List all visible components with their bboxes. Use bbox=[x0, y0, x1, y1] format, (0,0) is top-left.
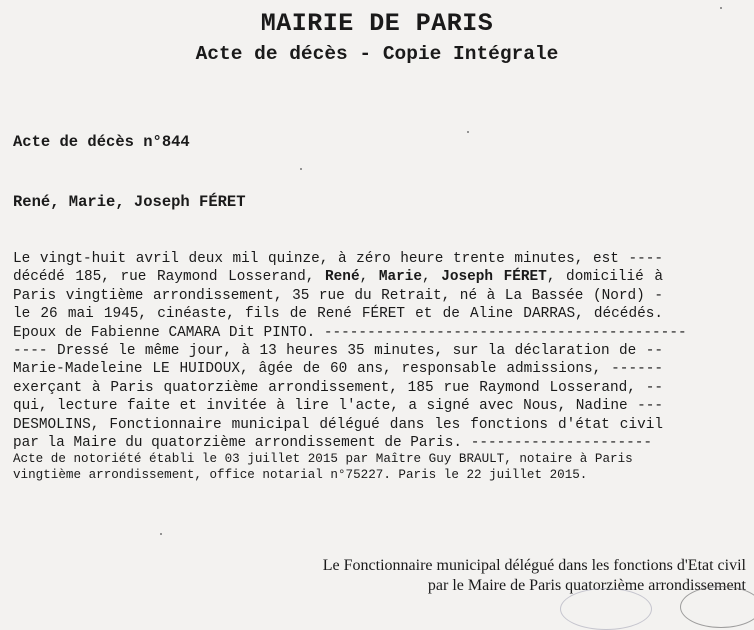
body-line: décédé 185, rue Raymond Losserand, René, Marie, Joseph FÉRET, domicilié à bbox=[13, 269, 663, 286]
notary-line: Acte de notoriété établi le 03 juillet 2015 par Maître Guy BRAULT, notaire à Paris bbox=[13, 452, 633, 466]
scan-speck bbox=[160, 533, 162, 535]
signature-line: Le Fonctionnaire municipal délégué dans les fonctions d'Etat civil bbox=[322, 557, 746, 574]
body-line: Epoux de Fabienne CAMARA Dit PINTO. ------------------------------------------ bbox=[13, 324, 687, 341]
acte-number: Acte de décès n°844 bbox=[13, 133, 190, 151]
page-title: MAIRIE DE PARIS bbox=[260, 9, 494, 38]
scan-speck bbox=[720, 7, 722, 9]
body-line: Paris vingtième arrondissement, 35 rue du Retrait, né à La Bassée (Nord) - bbox=[13, 287, 663, 304]
seal-mark bbox=[680, 586, 754, 628]
notary-line: vingtième arrondissement, office notarial n°75227. Paris le 22 juillet 2015. bbox=[13, 468, 588, 482]
scan-speck bbox=[467, 131, 469, 133]
stamp-mark bbox=[560, 588, 652, 630]
body-line: exerçant à Paris quatorzième arrondissement, 185 rue Raymond Losserand, -- bbox=[13, 379, 663, 396]
signature-line: par le Maire de Paris quatorzième arrondissement bbox=[427, 577, 746, 594]
body-line: qui, lecture faite et invitée à lire l'acte, a signé avec Nous, Nadine --- bbox=[13, 398, 663, 415]
notary-mention bbox=[13, 451, 663, 483]
body-line: ---- Dressé le même jour, à 13 heures 35 minutes, sur la déclaration de -- bbox=[13, 343, 663, 360]
deceased-name-heading: René, Marie, Joseph FÉRET bbox=[13, 193, 246, 211]
scan-speck bbox=[300, 168, 302, 170]
body-line: le 26 mai 1945, cinéaste, fils de René FÉRET et de Aline DARRAS, décédés. bbox=[13, 306, 663, 323]
body-line: Marie-Madeleine LE HUIDOUX, âgée de 60 ans, responsable admissions, ------ bbox=[13, 361, 663, 378]
page-subtitle: Acte de décès - Copie Intégrale bbox=[195, 43, 559, 65]
deceased-name-inline: René bbox=[325, 269, 360, 286]
certificate-body bbox=[13, 250, 687, 452]
body-line: DESMOLINS, Fonctionnaire municipal délégué dans les fonctions d'état civil bbox=[13, 416, 663, 433]
body-line: par la Maire du quatorzième arrondissement de Paris. --------------------- bbox=[13, 435, 653, 452]
signature-block bbox=[323, 556, 746, 596]
body-line: Le vingt-huit avril deux mil quinze, à zéro heure trente minutes, est ---- bbox=[13, 251, 663, 267]
